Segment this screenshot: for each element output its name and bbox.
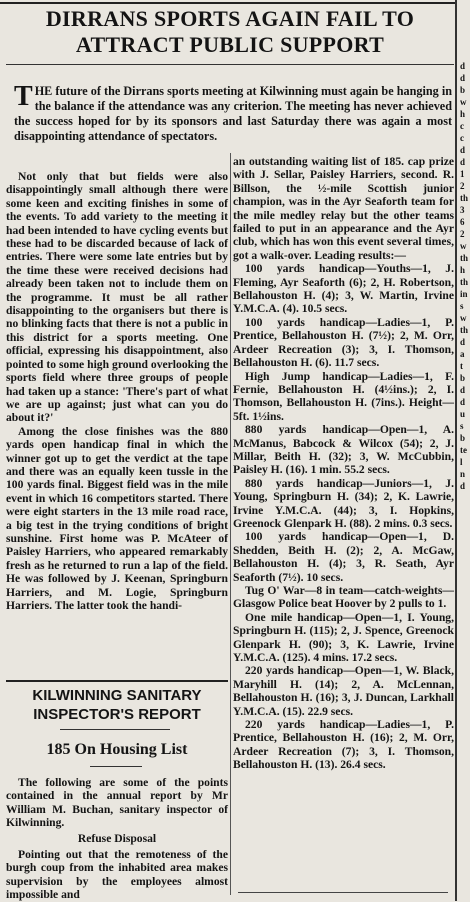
paragraph: Pointing out that the remoteness of the burgh coup from the inhabited area makes supervision by the employees almost impossible and bbox=[6, 848, 228, 902]
title-line-2: INSPECTOR'S REPORT bbox=[33, 706, 201, 723]
section-rule bbox=[6, 680, 228, 682]
result-item: 220 yards handicap—Open—1, W. Black, Maryhill H. (14); 2, A. McLennan, Bellahouston H. (16); 3, J. Duncan, Larkhall Y.M.C.A. (15). 22.9 secs. bbox=[233, 664, 454, 718]
column-divider bbox=[230, 153, 231, 895]
result-item: 100 yards handicap—Youths—1, J. Fleming, Ayr Seaforth (6); 2, H. Robertson, Bellahouston H. (4); 3, W. Martin, Irvine Y.M.C.A. (4). 10.5 secs. bbox=[233, 262, 454, 316]
title-line-1: KILWINNING SANITARY bbox=[32, 687, 202, 704]
intro-text: HE future of the Dirrans sports meeting at Kilwinning must again be hanging in the balance if the attendance was any criterion. The meeting has never achieved the success hoped for by its sponsors and last Saturday there was again a most disappointing attendance of spectators. bbox=[14, 84, 452, 143]
end-rule bbox=[238, 892, 448, 893]
sanitary-report-title bbox=[6, 686, 228, 724]
paragraph: Not only that but fields were also disappointingly small although there were some keen and exciting finishes in some of the events. To add variety to the meeting it had been intended to have cycling events but these had to be discarded because of lack of entries. There were some late entries but by the time these were received decisions had already been taken not to include them on the programme. It must be all rather disappointing to the organisers but there is no blinking facts that there is not a public in this district for a sports meeting. One official, expressing his disappointment, also pointed to some high ground overlooking the sports field where three groups of people had taken up a stance: 'There's part of what we are up against; just what can you do about it?' bbox=[6, 170, 228, 425]
result-item: High Jump handicap—Ladies—1, F. Fernie, Bellahouston H. (4½ins.); 2, I. Thomson, Bellahouston H. (7ins.). Height—5ft. 1½ins. bbox=[233, 369, 454, 423]
housing-list-subheading: 185 On Housing List bbox=[46, 741, 188, 758]
result-item: 880 yards handicap—Open—1, A. McManus, Babcock & Wilcox (54); 2, J. Millar, Beith H. (32); 3, W. McCubbin, Paisley H. (16). 1 min. 55.2 secs. bbox=[233, 423, 454, 477]
drop-cap: T bbox=[14, 81, 33, 112]
paragraph: The following are some of the points contained in the annual report by Mr William M. Buchan, sanitary inspector of Kilwinning. bbox=[6, 776, 228, 830]
left-column bbox=[6, 170, 228, 612]
column-border bbox=[455, 0, 457, 901]
result-item: One mile handicap—Open—1, I. Young, Springburn H. (115); 2, J. Spence, Greenock Glenpark H. (90); 3, K. Lawrie, Irvine Y.M.C.A. (125). 4 mins. 17.2 secs. bbox=[233, 610, 454, 665]
subheading-underline bbox=[90, 766, 142, 767]
adjacent-column-fragment: d d b w h c c d d 1 2 th 3 6 2 w th h th in s w th d a t b d d u s b te l n d bbox=[460, 61, 469, 491]
right-column bbox=[233, 155, 454, 772]
result-item: 220 yards handicap—Ladies—1, P. Prentice, Bellahouston H. (16); 2, M. Orr, Ardeer Recreation (7); 3, I. Thomson, Bellahouston H. (13). 26.4 secs. bbox=[233, 718, 454, 772]
headline-rule bbox=[6, 64, 454, 65]
sanitary-report-body bbox=[6, 776, 228, 902]
result-item: 880 yards handicap—Juniors—1, J. Young, Springburn H. (34); 2, K. Lawrie, Irvine Y.M.C.A. (44); 3, I. Hopkins, Greenock Glenpark H. (88). 2 mins. 0.3 secs. bbox=[233, 476, 454, 530]
paragraph: an outstanding waiting list of 185. cap prize with J. Sellar, Paisley Harriers, second. R. Billson, the ½-mile Scottish junior champion, was in the Ayr Seaforth team for the mile medley relay but the other teams failed to put in an appearance and the Ayr club, which has won this event several times, got a walk-over. Leading results:— bbox=[233, 155, 454, 262]
result-item: Tug O' War—8 in team—catch-weights—Glasgow Police beat Hoover by 2 pulls to 1. bbox=[233, 584, 454, 611]
intro-paragraph bbox=[14, 81, 452, 144]
title-underline bbox=[60, 729, 170, 730]
headline bbox=[6, 6, 454, 58]
result-item: 100 yards handicap—Open—1, D. Shedden, Beith H. (2); 2, A. McGaw, Bellahouston H. (4); 3, R. Seath, Ayr Seaforth (7½). 10 secs. bbox=[233, 530, 454, 584]
headline-line-1: DIRRANS SPORTS AGAIN FAIL TO bbox=[45, 6, 415, 31]
top-rule bbox=[0, 2, 455, 4]
result-item: 100 yards handicap—Ladies—1, P. Prentice, Bellahouston H. (7½); 2, M. Orr, Ardeer Recreation (3); 3, I. Thomson, Bellahouston H. (6). 11.7 secs. bbox=[233, 315, 454, 370]
headline-line-2: ATTRACT PUBLIC SUPPORT bbox=[75, 32, 385, 57]
paragraph: Among the close finishes was the 880 yards open handicap final in which the winner got up to get the verdict at the tape and there was an equally keen tussle in the 100 yards final. Biggest field was in the mile event in which 16 competitors started. There were eight starters in the 13 mile road race, a big test in the trying conditions of bright sunshine. First home was P. McAteer of Paisley Harriers, who appeared remarkably fresh as he returned to run a lap of the field. He was followed by J. Keenan, Springburn Harriers, and M. Logie, Springburn Harriers. The latter took the handi- bbox=[6, 424, 228, 612]
refuse-disposal-heading: Refuse Disposal bbox=[77, 831, 157, 845]
